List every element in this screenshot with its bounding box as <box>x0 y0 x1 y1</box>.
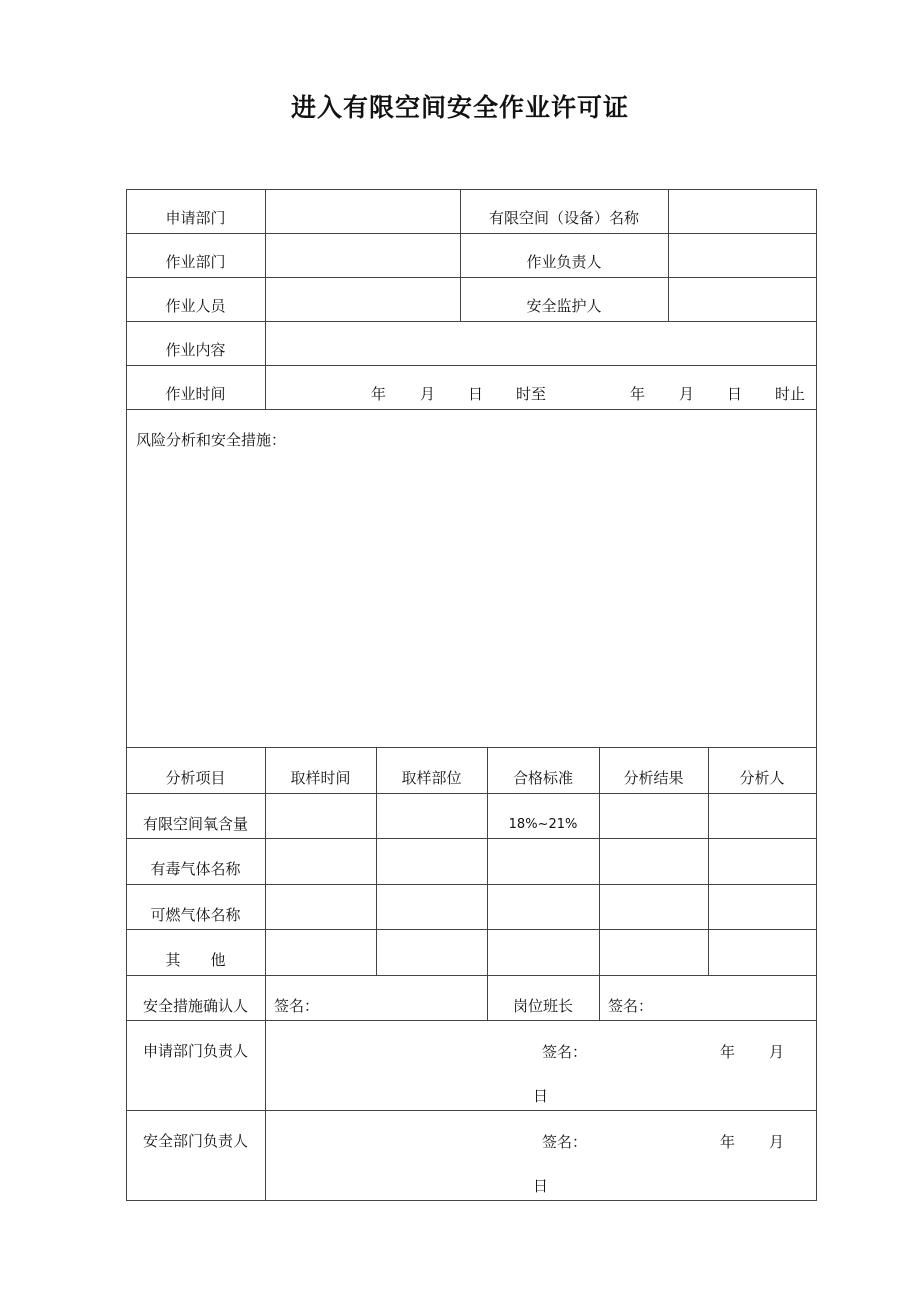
apply-dept-field[interactable] <box>266 190 460 233</box>
month-label: 月 <box>769 1043 785 1061</box>
row-divider <box>126 884 817 885</box>
col-divider <box>487 747 488 1021</box>
table-row-label: 有限空间氧含量 <box>142 815 248 833</box>
space-name-label: 有限空间（设备）名称 <box>488 209 639 227</box>
table-row-label: 可燃气体名称 <box>150 906 241 924</box>
work-leader-field[interactable] <box>669 234 816 277</box>
time-month-start: 月 <box>420 385 436 403</box>
work-dept-label: 作业部门 <box>165 253 226 271</box>
row-divider <box>126 793 817 794</box>
table-border-right <box>816 189 817 1201</box>
work-content-field[interactable] <box>266 322 816 365</box>
post-leader-sign-field[interactable] <box>600 976 816 1020</box>
year-label: 年 <box>720 1043 736 1061</box>
safety-dept-head-label: 安全部门负责人 <box>142 1132 248 1150</box>
time-day-start: 日 <box>468 385 484 403</box>
header-analyst: 分析人 <box>739 769 785 787</box>
risk-analysis-field[interactable] <box>127 410 816 747</box>
confirm-sign-field[interactable] <box>266 976 487 1020</box>
safety-dept-head-field[interactable] <box>266 1111 816 1200</box>
post-leader-sign-label: 签名： <box>608 997 654 1015</box>
work-dept-field[interactable] <box>266 234 460 277</box>
header-standard: 合格标准 <box>512 769 573 787</box>
header-result: 分析结果 <box>623 769 684 787</box>
apply-dept-label: 申请部门 <box>165 209 226 227</box>
day-label: 日 <box>533 1177 549 1195</box>
sign-label: 签名： <box>542 1133 588 1151</box>
sign-label: 签名： <box>542 1043 588 1061</box>
row-divider <box>126 929 817 930</box>
post-leader-label: 岗位班长 <box>512 997 573 1015</box>
safety-guard-field[interactable] <box>669 278 816 321</box>
workers-label: 作业人员 <box>165 297 226 315</box>
time-year-end: 年 <box>630 385 646 403</box>
apply-dept-head-label: 申请部门负责人 <box>142 1042 248 1060</box>
page-title: 进入有限空间安全作业许可证 <box>290 93 629 122</box>
year-label: 年 <box>720 1133 736 1151</box>
table-border-bottom <box>126 1200 817 1201</box>
time-year-start: 年 <box>371 385 387 403</box>
header-sample-time: 取样时间 <box>290 769 351 787</box>
time-month-end: 月 <box>679 385 695 403</box>
header-item: 分析项目 <box>165 769 226 787</box>
risk-analysis-label: 风险分析和安全措施： <box>136 431 287 449</box>
time-day-end: 日 <box>727 385 743 403</box>
space-name-field[interactable] <box>669 190 816 233</box>
work-content-label: 作业内容 <box>165 341 226 359</box>
work-leader-label: 作业负责人 <box>526 253 602 271</box>
confirm-sign-label: 签名： <box>274 997 320 1015</box>
confirm-label: 安全措施确认人 <box>142 997 248 1015</box>
time-hour-to: 时至 <box>516 385 547 403</box>
day-label: 日 <box>533 1087 549 1105</box>
safety-guard-label: 安全监护人 <box>526 297 602 315</box>
work-time-label: 作业时间 <box>165 385 226 403</box>
row-divider <box>126 747 817 748</box>
row-divider <box>126 838 817 839</box>
standard-value: 18%~21% <box>508 817 578 832</box>
header-sample-location: 取样部位 <box>401 769 462 787</box>
table-row-label: 其 他 <box>165 951 226 969</box>
table-row-label: 有毒气体名称 <box>150 860 241 878</box>
apply-dept-head-field[interactable] <box>266 1021 816 1110</box>
month-label: 月 <box>769 1133 785 1151</box>
workers-field[interactable] <box>266 278 460 321</box>
time-hour-end: 时止 <box>775 385 806 403</box>
work-time-field[interactable] <box>266 366 816 409</box>
